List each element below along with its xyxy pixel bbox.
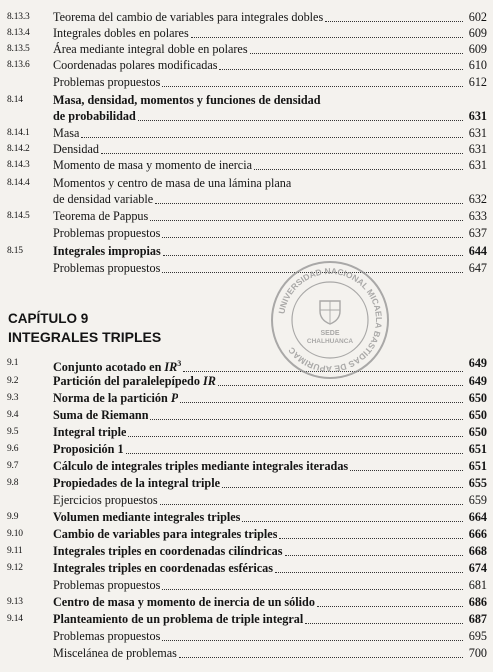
toc-entry-title bbox=[53, 595, 315, 610]
toc-entry-title-text: Problemas propuestos bbox=[53, 226, 161, 240]
toc-entry bbox=[0, 527, 493, 542]
toc-entry-number: 8.14.4 bbox=[7, 178, 30, 188]
toc-entry-number: 8.14.3 bbox=[7, 160, 30, 170]
leader-dots bbox=[285, 554, 463, 556]
toc-entry-title-cell bbox=[53, 493, 465, 508]
toc-entry bbox=[0, 510, 493, 525]
toc-entry-page: 650 bbox=[468, 425, 487, 439]
toc-entry bbox=[0, 226, 493, 241]
leader-dots bbox=[162, 236, 463, 238]
library-stamp bbox=[267, 257, 393, 383]
toc-entry-title bbox=[53, 493, 158, 508]
toc-entry-number: 8.13.3 bbox=[7, 12, 30, 22]
toc-entry bbox=[0, 425, 493, 440]
toc-entry bbox=[0, 176, 493, 191]
toc-entry-title-cell bbox=[53, 93, 465, 108]
leader-dots bbox=[222, 486, 463, 488]
toc-entry-title-text: Coordenadas polares modificadas bbox=[53, 58, 218, 72]
toc-entry-continuation bbox=[0, 109, 493, 124]
toc-entry bbox=[0, 158, 493, 173]
toc-entry-page: 695 bbox=[468, 629, 487, 643]
toc-entry bbox=[0, 612, 493, 627]
toc-entry-continuation bbox=[0, 192, 493, 207]
toc-entry-number: 8.14.2 bbox=[7, 144, 30, 154]
toc-entry-page: 602 bbox=[468, 10, 487, 24]
toc-entry-page: 651 bbox=[468, 442, 487, 456]
toc-entry-title-text: Integral triple bbox=[53, 425, 127, 439]
toc-entry-title-cell bbox=[53, 109, 465, 124]
toc-entry bbox=[0, 58, 493, 73]
toc-entry-page: 637 bbox=[468, 226, 487, 240]
toc-entry-page: 609 bbox=[468, 26, 487, 40]
toc-entry-title-cell bbox=[53, 527, 465, 542]
math-symbol: IR bbox=[164, 360, 178, 375]
leader-dots bbox=[163, 254, 463, 256]
toc-entry-number: 8.14.1 bbox=[7, 128, 30, 138]
stamp-center-line1: SEDE bbox=[320, 330, 340, 337]
toc-entry-title-cell bbox=[53, 176, 465, 191]
toc-entry-title bbox=[53, 459, 348, 474]
toc-entry-title bbox=[53, 374, 216, 389]
toc-entry-title-text: Problemas propuestos bbox=[53, 261, 161, 275]
toc-entry bbox=[0, 629, 493, 644]
toc-entry-page: 631 bbox=[468, 109, 487, 123]
toc-entry-number: 9.9 bbox=[7, 512, 19, 522]
toc-entry bbox=[0, 75, 493, 90]
toc-entry bbox=[0, 142, 493, 157]
toc-entry-title-text: Suma de Riemann bbox=[53, 408, 149, 422]
toc-entry-title bbox=[53, 26, 189, 41]
toc-entry-title-text: Cambio de variables para integrales triples bbox=[53, 527, 278, 541]
toc-entry-page: 631 bbox=[468, 142, 487, 156]
toc-entry-title bbox=[53, 629, 160, 644]
toc-entry-page: 631 bbox=[468, 158, 487, 172]
leader-dots bbox=[162, 588, 463, 590]
toc-entry-page: 609 bbox=[468, 42, 487, 56]
toc-entry bbox=[0, 93, 493, 108]
toc-entry bbox=[0, 595, 493, 610]
toc-entry bbox=[0, 561, 493, 576]
toc-entry-number: 8.13.6 bbox=[7, 60, 30, 70]
toc-entry-title bbox=[53, 75, 160, 90]
toc-entry-title-text: Masa, densidad, momentos y funciones de densidad bbox=[53, 93, 321, 107]
toc-entry-title-cell bbox=[53, 408, 465, 423]
toc-entry bbox=[0, 244, 493, 259]
toc-entry-page: 664 bbox=[468, 510, 487, 524]
leader-dots bbox=[191, 36, 463, 38]
toc-entry-title bbox=[53, 58, 217, 73]
toc-entry bbox=[0, 261, 493, 276]
leader-dots bbox=[155, 202, 463, 204]
toc-entry-page: 633 bbox=[468, 209, 487, 223]
leader-dots bbox=[305, 622, 463, 624]
toc-entry-number: 9.5 bbox=[7, 427, 19, 437]
stamp-center-line2: CHALHUANCA bbox=[306, 338, 354, 345]
toc-entry-title bbox=[53, 408, 148, 423]
toc-entry-number: 8.13.5 bbox=[7, 44, 30, 54]
toc-entry-title-text: Cálculo de integrales triples mediante integrales iteradas bbox=[53, 459, 349, 473]
toc-entry-title bbox=[53, 476, 220, 491]
toc-entry-page: 659 bbox=[468, 493, 487, 507]
toc-entry-title bbox=[53, 646, 177, 661]
toc-entry-page: 612 bbox=[468, 75, 487, 89]
toc-entry bbox=[0, 459, 493, 474]
toc-entry-title-text: Momentos y centro de masa de una lámina plana bbox=[53, 176, 292, 190]
toc-entry-title-cell bbox=[53, 612, 465, 627]
leader-dots bbox=[138, 119, 463, 121]
toc-entry bbox=[0, 442, 493, 457]
leader-dots bbox=[160, 503, 463, 505]
toc-entry-title-cell bbox=[53, 476, 465, 491]
toc-entry bbox=[0, 646, 493, 661]
toc-entry-number: 9.6 bbox=[7, 444, 19, 454]
toc-entry-title bbox=[53, 142, 99, 157]
leader-dots bbox=[279, 537, 463, 539]
toc-entry-title bbox=[53, 425, 126, 440]
toc-entry-title-text: Teorema del cambio de variables para integrales dobles bbox=[53, 10, 324, 24]
toc-entry bbox=[0, 493, 493, 508]
toc-entry-number: 8.14.5 bbox=[7, 211, 30, 221]
leader-dots bbox=[218, 384, 463, 386]
leader-dots bbox=[162, 85, 463, 87]
toc-entry-title bbox=[53, 356, 181, 375]
toc-entry-title bbox=[53, 544, 283, 559]
toc-entry bbox=[0, 209, 493, 224]
toc-entry-title-cell bbox=[53, 10, 465, 25]
toc-entry-page: 631 bbox=[468, 126, 487, 140]
toc-entry-page: 644 bbox=[468, 244, 487, 258]
toc-entry bbox=[0, 408, 493, 423]
toc-entry-title bbox=[53, 578, 160, 593]
toc-entry-title bbox=[53, 527, 277, 542]
toc-entry bbox=[0, 10, 493, 25]
toc-entry-title bbox=[53, 442, 124, 457]
toc-entry-title-cell bbox=[53, 595, 465, 610]
toc-entry-page: 655 bbox=[468, 476, 487, 490]
toc-entry-title bbox=[53, 226, 160, 241]
leader-dots bbox=[128, 435, 463, 437]
toc-entry-title-cell bbox=[53, 391, 465, 406]
toc-entry-page: 700 bbox=[468, 646, 487, 660]
toc-entry-title bbox=[53, 261, 160, 276]
toc-entry-number: 9.1 bbox=[7, 358, 19, 368]
toc-entry-title-cell bbox=[53, 544, 465, 559]
toc-entry-title bbox=[53, 561, 273, 576]
toc-entry-title-cell bbox=[53, 75, 465, 90]
chapter-title: INTEGRALES TRIPLES bbox=[8, 329, 162, 345]
toc-entry-number: 8.15 bbox=[7, 246, 23, 256]
math-superscript: 3 bbox=[177, 359, 182, 368]
toc-entry-title-text: Problemas propuestos bbox=[53, 75, 161, 89]
toc-entry-page: 687 bbox=[468, 612, 487, 626]
toc-entry-title-cell bbox=[53, 244, 465, 259]
leader-dots bbox=[150, 418, 463, 420]
toc-entry-title-text: Área mediante integral doble en polares bbox=[53, 42, 248, 56]
toc-entry-title-cell bbox=[53, 209, 465, 224]
toc-entry-page: 610 bbox=[468, 58, 487, 72]
toc-entry-title bbox=[53, 391, 178, 406]
toc-entry-number: 9.8 bbox=[7, 478, 19, 488]
leader-dots bbox=[150, 219, 463, 221]
leader-dots bbox=[101, 152, 463, 154]
leader-dots bbox=[81, 136, 463, 138]
toc-entry-title bbox=[53, 158, 252, 173]
toc-entry-number: 9.14 bbox=[7, 614, 23, 624]
toc-entry-title bbox=[53, 612, 303, 627]
toc-entry bbox=[0, 476, 493, 491]
leader-dots bbox=[242, 520, 463, 522]
toc-entry-title bbox=[53, 176, 291, 191]
chapter-label: CAPÍTULO 9 bbox=[8, 311, 89, 326]
toc-entry bbox=[0, 356, 493, 375]
leader-dots bbox=[275, 571, 463, 573]
toc-entry bbox=[0, 42, 493, 57]
math-symbol: IR bbox=[202, 374, 216, 388]
toc-entry-number: 8.14 bbox=[7, 95, 23, 105]
toc-entry-title-cell bbox=[53, 629, 465, 644]
leader-dots bbox=[162, 639, 463, 641]
toc-entry-title-cell bbox=[53, 226, 465, 241]
toc-entry-page: 681 bbox=[468, 578, 487, 592]
leader-dots bbox=[250, 52, 463, 54]
toc-entry-title bbox=[53, 209, 148, 224]
toc-entry bbox=[0, 374, 493, 389]
math-symbol: P bbox=[170, 391, 179, 405]
toc-entry-title-text: Partición del paralelepípedo bbox=[53, 374, 203, 388]
stamp-ring-textpath: UNIVERSIDAD NACIONAL MICAELA BASTIDAS DE APURIMAC bbox=[276, 265, 385, 375]
toc-entry-page: 649 bbox=[468, 356, 487, 370]
toc-entry-title-cell bbox=[53, 425, 465, 440]
toc-entry-title-text: Proposición 1 bbox=[53, 442, 124, 456]
leader-dots bbox=[179, 656, 463, 658]
toc-entry-title-cell bbox=[53, 374, 465, 389]
toc-entry-number: 9.2 bbox=[7, 376, 19, 386]
toc-entry-number: 8.13.4 bbox=[7, 28, 30, 38]
toc-entry-title-line2: de densidad variable bbox=[53, 192, 154, 206]
toc-entry-title-cell bbox=[53, 561, 465, 576]
toc-entry-title-cell bbox=[53, 356, 465, 375]
toc-entry-title bbox=[53, 42, 248, 57]
toc-entry-number: 9.11 bbox=[7, 546, 23, 556]
toc-entry-title-cell bbox=[53, 510, 465, 525]
toc-entry-title-text: Norma de la partición bbox=[53, 391, 171, 405]
toc-entry-title-cell bbox=[53, 158, 465, 173]
toc-entry bbox=[0, 391, 493, 406]
leader-dots bbox=[317, 605, 463, 607]
toc-entry-title-cell bbox=[53, 58, 465, 73]
toc-entry-title-text: Problemas propuestos bbox=[53, 578, 161, 592]
toc-entry-title-text: Ejercicios propuestos bbox=[53, 493, 158, 507]
toc-entry-title bbox=[53, 510, 240, 525]
toc-entry-number: 9.13 bbox=[7, 597, 23, 607]
leader-dots bbox=[219, 68, 463, 70]
toc-entry-title-cell bbox=[53, 26, 465, 41]
toc-entry-title-text: Conjunto acotado en bbox=[53, 360, 165, 375]
toc-entry-number: 9.4 bbox=[7, 410, 19, 420]
toc-entry-title-cell bbox=[53, 42, 465, 57]
toc-entry bbox=[0, 126, 493, 141]
toc-entry bbox=[0, 26, 493, 41]
toc-entry-page: 674 bbox=[468, 561, 487, 575]
toc-entry-title-text: Planteamiento de un problema de triple integral bbox=[53, 612, 304, 626]
toc-entry-title-line2: de probabilidad bbox=[53, 109, 136, 123]
toc-entry-title-cell bbox=[53, 578, 465, 593]
toc-entry-title-text: Momento de masa y momento de inercia bbox=[53, 158, 253, 172]
toc-entry-title-text: Integrales triples en coordenadas cilíndricas bbox=[53, 544, 283, 558]
toc-entry-number: 9.3 bbox=[7, 393, 19, 403]
leader-dots bbox=[126, 452, 463, 454]
toc-entry-title-cell bbox=[53, 442, 465, 457]
toc-entry-title-cell bbox=[53, 192, 465, 207]
toc-entry-page: 650 bbox=[468, 408, 487, 422]
toc-entry-title-cell bbox=[53, 459, 465, 474]
toc-entry bbox=[0, 544, 493, 559]
toc-entry-page: 686 bbox=[468, 595, 487, 609]
toc-entry-title bbox=[53, 126, 79, 141]
toc-entry-title-text: Centro de masa y momento de inercia de un sólido bbox=[53, 595, 315, 609]
toc-entry-title bbox=[53, 10, 323, 25]
toc-entry-title-cell bbox=[53, 142, 465, 157]
toc-entry-number: 9.10 bbox=[7, 529, 23, 539]
shield-icon bbox=[320, 301, 340, 324]
toc-entry bbox=[0, 578, 493, 593]
toc-entry-title-text: Propiedades de la integral triple bbox=[53, 476, 221, 490]
toc-entry-title-text: Volumen mediante integrales triples bbox=[53, 510, 241, 524]
toc-entry-page: 650 bbox=[468, 391, 487, 405]
toc-entry-title-text: Integrales dobles en polares bbox=[53, 26, 189, 40]
toc-entry-title-text: Miscelánea de problemas bbox=[53, 646, 177, 660]
leader-dots bbox=[350, 469, 463, 471]
toc-entry-title-cell bbox=[53, 261, 465, 276]
toc-entry-title-cell bbox=[53, 646, 465, 661]
leader-dots bbox=[254, 168, 463, 170]
toc-entry-page: 668 bbox=[468, 544, 487, 558]
toc-entry-page: 649 bbox=[468, 374, 487, 388]
leader-dots bbox=[180, 401, 463, 403]
toc-entry-title bbox=[53, 93, 321, 108]
toc-entry-title-text: Densidad bbox=[53, 142, 100, 156]
toc-entry-title bbox=[53, 244, 161, 259]
toc-entry-title-text: Teorema de Pappus bbox=[53, 209, 149, 223]
toc-entry-page: 632 bbox=[468, 192, 487, 206]
toc-entry-title-text: Masa bbox=[53, 126, 80, 140]
toc-entry-title-text: Integrales triples en coordenadas esféricas bbox=[53, 561, 274, 575]
toc-entry-page: 666 bbox=[468, 527, 487, 541]
toc-entry-title-cell bbox=[53, 126, 465, 141]
toc-entry-title-text: Problemas propuestos bbox=[53, 629, 161, 643]
toc-entry-page: 647 bbox=[468, 261, 487, 275]
leader-dots bbox=[325, 20, 463, 22]
toc-entry-title-text: Integrales impropias bbox=[53, 244, 161, 258]
toc-entry-number: 9.12 bbox=[7, 563, 23, 573]
toc-entry-page: 651 bbox=[468, 459, 487, 473]
toc-entry-number: 9.7 bbox=[7, 461, 19, 471]
